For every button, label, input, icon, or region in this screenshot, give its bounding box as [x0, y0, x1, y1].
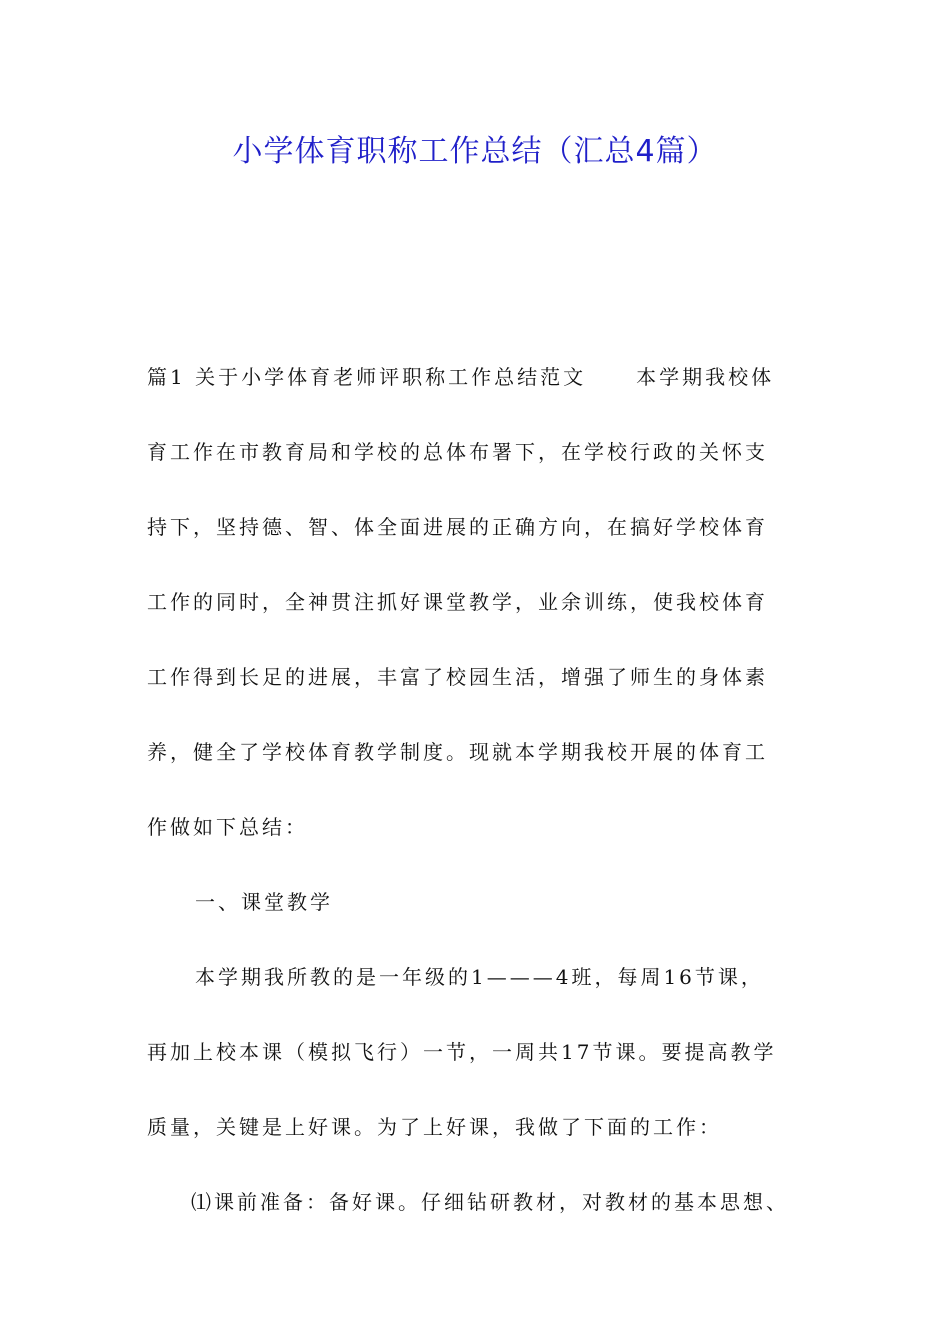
paragraph-start: 本学期我校体	[636, 365, 775, 389]
body-line-9	[147, 940, 817, 1015]
body-line-11: 质量，关键是上好课。为了上好课，我做了下面的工作：	[147, 1115, 722, 1139]
document-body	[147, 340, 817, 1240]
body-line-7: 作做如下总结：	[147, 815, 308, 839]
article-heading: 篇1 关于小学体育老师评职称工作总结范文	[147, 365, 587, 389]
body-line-1	[147, 340, 817, 415]
body-line-2: 育工作在市教育局和学校的总体布署下，在学校行政的关怀支	[147, 440, 768, 464]
body-line-3: 持下，坚持德、智、体全面进展的正确方向，在搞好学校体育	[147, 515, 768, 539]
body-line-12-text: ⑴课前准备：备好课。仔细钻研教材，对教材的基本思想、	[191, 1190, 789, 1214]
section-heading-text: 一、课堂教学	[195, 890, 333, 914]
body-line-4: 工作的同时，全神贯注抓好课堂教学，业余训练，使我校体育	[147, 590, 768, 614]
body-line-6: 养，健全了学校体育教学制度。现就本学期我校开展的体育工	[147, 740, 768, 764]
body-line-10: 再加上校本课（模拟飞行）一节，一周共17节课。要提高教学	[147, 1040, 777, 1064]
body-line-12	[147, 1165, 817, 1240]
document-title: 小学体育职称工作总结（汇总4篇）	[232, 134, 718, 169]
body-line-9-text: 本学期我所教的是一年级的1———4班，每周16节课，	[195, 965, 764, 989]
body-line-5: 工作得到长足的进展，丰富了校园生活，增强了师生的身体素	[147, 665, 768, 689]
section-heading	[147, 865, 817, 940]
